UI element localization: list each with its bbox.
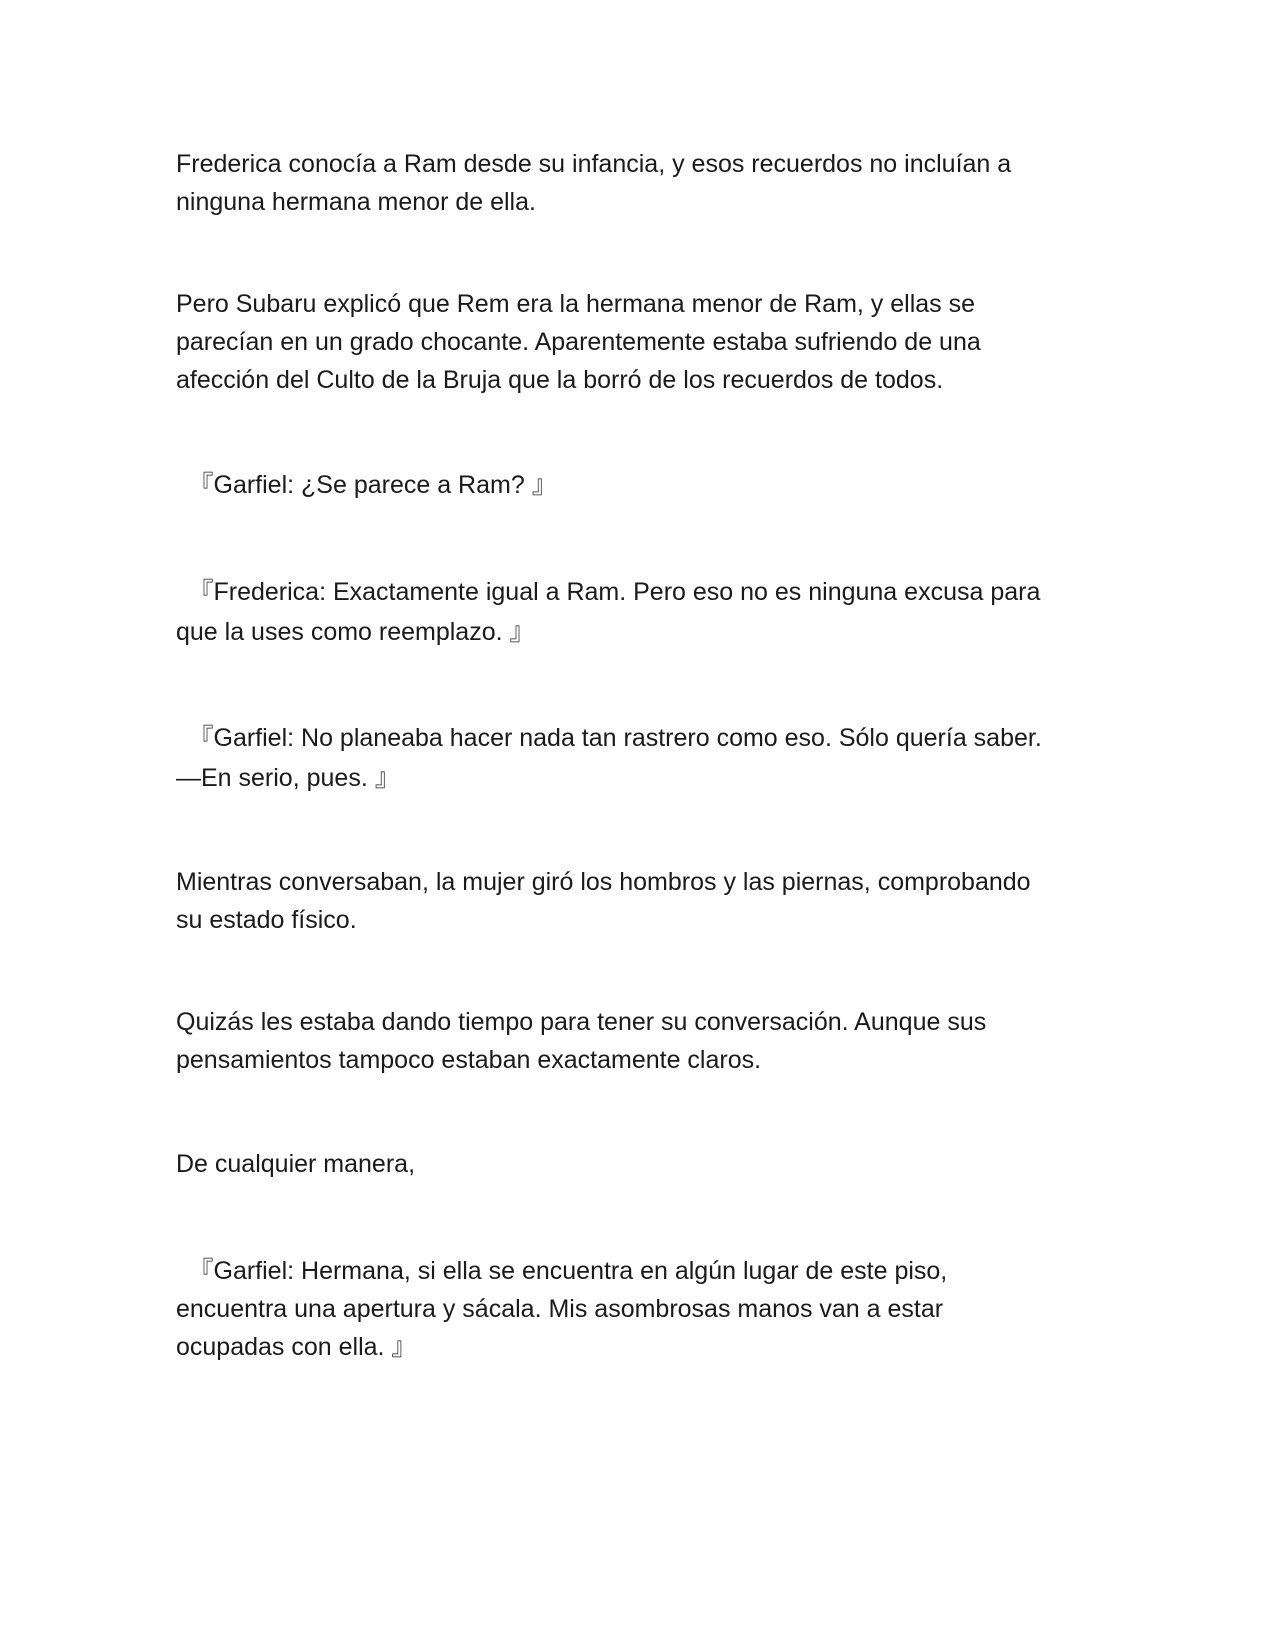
dialogue-garfiel-3: 『Garfiel: Hermana, si ella se encuentra en algún lugar de este piso, encuentra una apertura y sácala. Mis asombrosas manos van a estar ocupadas con ella. 』 [176,1257,948,1361]
dialogue-garfiel-1: 『Garfiel: ¿Se parece a Ram? 』 [176,471,557,499]
paragraph-2: Pero Subaru explicó que Rem era la hermana menor de Ram, y ellas se parecían en un grado chocante. Aparentemente estaba sufriendo de una afección del Culto de la Bruja que la borró de los recuerdos de todos. [176,290,981,394]
paragraph-5: De cualquier manera, [176,1150,416,1178]
paragraph-4: Quizás les estaba dando tiempo para tener su conversación. Aunque sus pensamientos tampoco estaban exactamente claros. [176,1008,987,1074]
paragraph-1: Frederica conocía a Ram desde su infancia, y esos recuerdos no incluían a ninguna hermana menor de ella. [176,150,1012,216]
dialogue-garfiel-2: 『Garfiel: No planeaba hacer nada tan rastrero como eso. Sólo quería saber. —En serio, pues. 』 [176,724,1042,792]
dialogue-frederica-1: 『Frederica: Exactamente igual a Ram. Pero eso no es ninguna excusa para que la uses como reemplazo. 』 [176,578,1041,646]
paragraph-3: Mientras conversaban, la mujer giró los hombros y las piernas, comprobando su estado físico. [176,868,1031,934]
